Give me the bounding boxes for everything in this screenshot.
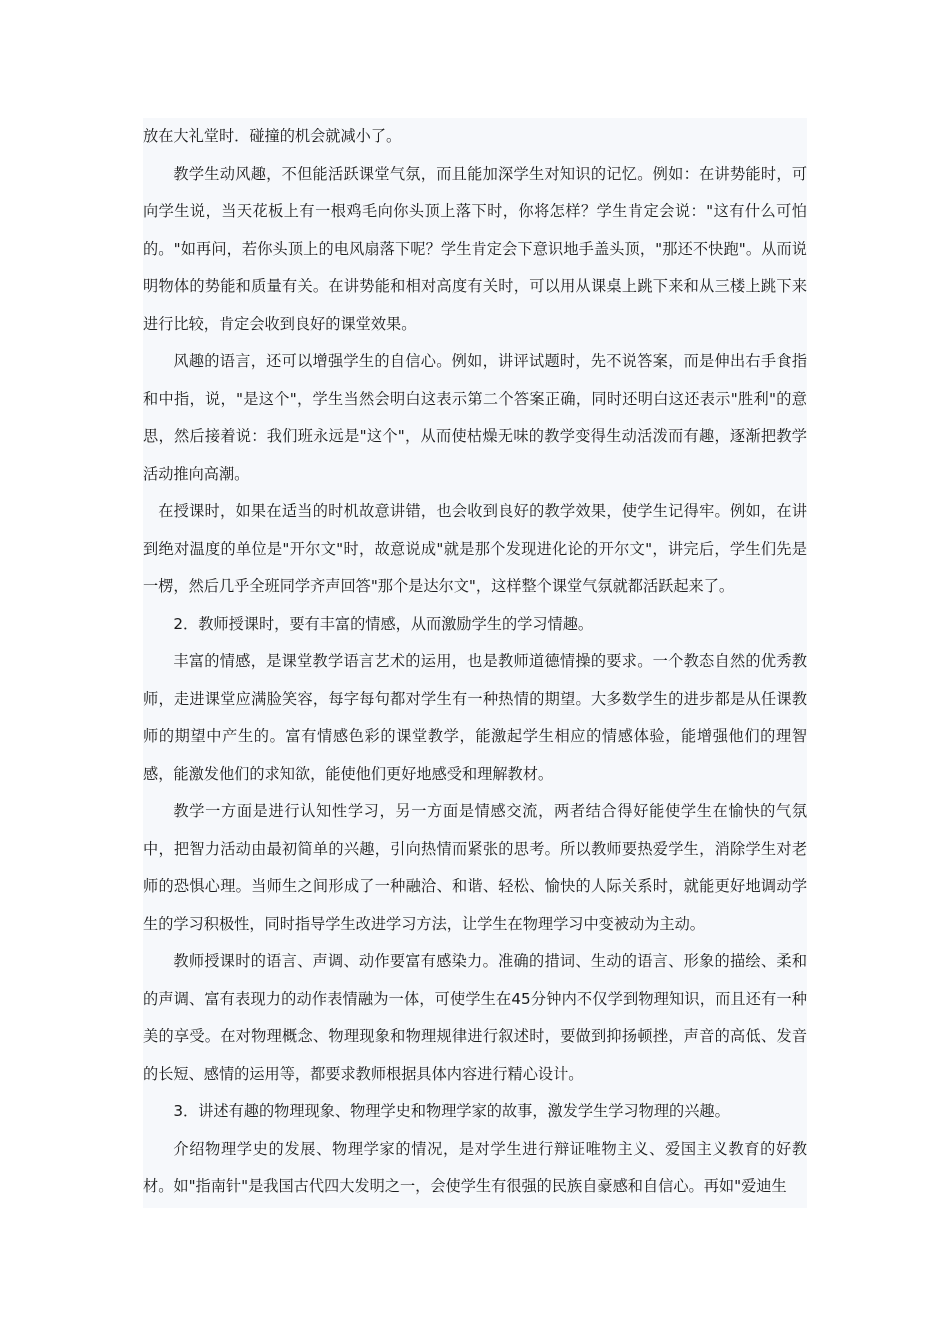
paragraph-continuation: 放在大礼堂时．碰撞的机会就减小了。 xyxy=(143,127,402,145)
document-body xyxy=(143,118,807,1208)
section-heading-2: 2．教师授课时，要有丰富的情感，从而激励学生的学习情趣。 xyxy=(173,614,594,633)
paragraph-humor-memory: 教学生动风趣，不但能活跃课堂气氛，而且能加深学生对知识的记忆。例如：在讲势能时，可向学生说，当天花板上有一根鸡毛向你头顶上落下时，你将怎样？学生肯定会说："这有什么可怕的。"如再问，若你头顶上的电风扇落下呢？学生肯定会下意识地手盖头顶，"那还不快跑"。从而说明物体的势能和质量有关。在讲势能和相对高度有关时，可以用从课桌上跳下来和从三楼上跳下来进行比较，肯定会收到良好的课堂效果。 xyxy=(143,164,807,333)
paragraph-confidence: 风趣的语言，还可以增强学生的自信心。例如，讲评试题时，先不说答案，而是伸出右手食指和中指，说，"是这个"，学生当然会明白这表示第二个答案正确，同时还明白这还表示"胜利"的意思，然后接着说：我们班永远是"这个"，从而使枯燥无味的教学变得生动活泼而有趣，逐渐把教学活动推向高潮。 xyxy=(143,352,807,483)
paragraph-expressiveness: 教师授课时的语言、声调、动作要富有感染力。准确的措词、生动的语言、形象的描绘、柔和的声调、富有表现力的动作表情融为一体，可使学生在45分钟内不仅学到物理知识，而且还有一种美的享受。在对物理概念、物理现象和物理规律进行叙述时，要做到抑扬顿挫，声音的高低、发音的长短、感情的运用等，都要求教师根据具体内容进行精心设计。 xyxy=(143,952,807,1083)
paragraph-emotional-exchange: 教学一方面是进行认知性学习，另一方面是情感交流，两者结合得好能使学生在愉快的气氛中，把智力活动由最初简单的兴趣，引向热情而紧张的思考。所以教师要热爱学生，消除学生对老师的恐惧心理。当师生之间形成了一种融洽、和谐、轻松、愉快的人际关系时，就能更好地调动学生的学习积极性，同时指导学生改进学习方法，让学生在物理学习中变被动为主动。 xyxy=(143,802,807,933)
paragraph-deliberate-mistake: 在授课时，如果在适当的时机故意讲错，也会收到良好的教学效果，使学生记得牢。例如，在讲到绝对温度的单位是"开尔文"时，故意说成"就是那个发现进化论的开尔文"，讲完后，学生们先是一楞，然后几乎全班同学齐声回答"那个是达尔文"，这样整个课堂气氛就都活跃起来了。 xyxy=(143,502,807,595)
section-heading-3: 3．讲述有趣的物理现象、物理学史和物理学家的故事，激发学生学习物理的兴趣。 xyxy=(173,1102,730,1120)
paragraph-rich-emotion: 丰富的情感，是课堂教学语言艺术的运用，也是教师道德情操的要求。一个教态自然的优秀教师，走进课堂应满脸笑容，每字每句都对学生有一种热情的期望。大多数学生的进步都是从任课教师的期望中产生的。富有情感色彩的课堂教学，能激起学生相应的情感体验，能增强他们的理智感，能激发他们的求知欲，能使他们更好地感受和理解教材。 xyxy=(143,652,807,783)
paragraph-physics-history: 介绍物理学史的发展、物理学家的情况，是对学生进行辩证唯物主义、爱国主义教育的好教材。如"指南针"是我国古代四大发明之一，会使学生有很强的民族自豪感和自信心。再如"爱迪生 xyxy=(143,1139,807,1195)
